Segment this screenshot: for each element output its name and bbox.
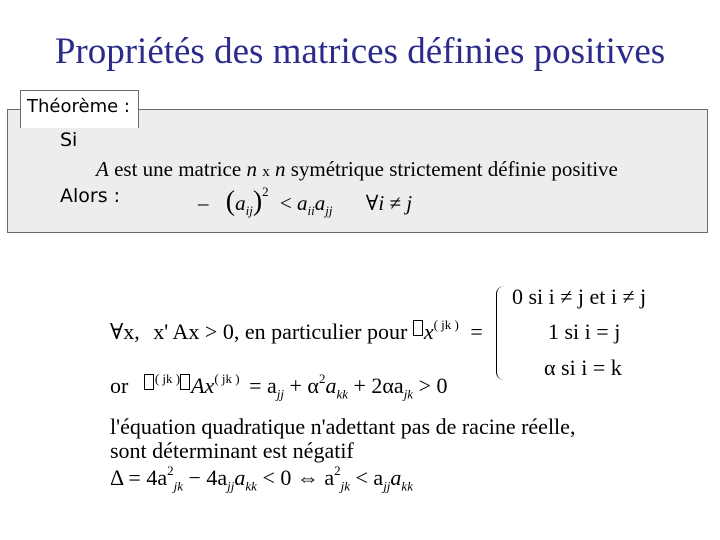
line5-sq1: 2 <box>167 463 174 478</box>
case-2: 1 si i = j <box>548 319 621 344</box>
proof-line3: l'équation quadratique n'adettant pas de racine réelle, <box>110 414 576 439</box>
concl-minus: – <box>198 191 209 215</box>
vector-box-icon <box>144 374 154 390</box>
page-title: Propriétés des matrices définies positives <box>54 31 666 72</box>
concl-i: i <box>378 191 385 215</box>
concl-ij: ij <box>245 203 253 219</box>
line1-mid: x' Ax > 0, en particulier pour <box>153 319 408 344</box>
concl-j: j <box>406 191 413 215</box>
theorem-alors: Alors : <box>60 185 121 207</box>
line5-sq2: 2 <box>334 463 341 478</box>
line5-minus: − 4a <box>188 465 228 490</box>
line1-forall: ∀x, <box>110 319 140 344</box>
line5-iff: < 0 ⇔ a <box>262 465 335 490</box>
line2-plus: + α <box>289 373 319 398</box>
line5-jj1: jj <box>227 478 235 494</box>
hyp-x: x <box>262 164 270 180</box>
concl-a-ii: a <box>296 191 308 215</box>
vector-box-icon <box>413 320 423 336</box>
line5-kk2: kk <box>401 478 413 494</box>
proof-line4: sont déterminant est négatif <box>110 438 354 463</box>
line5-jk1: jk <box>173 478 183 494</box>
line5-lt: < a <box>355 465 384 490</box>
concl-lt: < <box>279 191 292 215</box>
line2-jk: jk <box>403 386 414 402</box>
concl-forall: ∀ <box>365 191 379 215</box>
proof-line5 <box>110 463 413 494</box>
concl-a: a <box>235 191 246 215</box>
concl-sq: 2 <box>262 184 269 199</box>
line1-x: x <box>423 319 434 344</box>
line2-gt: > 0 <box>418 373 448 398</box>
hyp-matrix-a: A <box>96 157 109 181</box>
theorem-si: Si <box>60 129 78 151</box>
line1-sup: ( jk ) <box>433 317 459 332</box>
vector-box-icon <box>180 374 190 390</box>
line2-jj: jj <box>276 386 284 402</box>
line5-a: a <box>234 465 246 490</box>
theorem-hypothesis <box>96 157 618 184</box>
hyp-text: est une matrice <box>114 157 242 181</box>
line2-or: or <box>110 373 129 398</box>
line5-a2: a <box>390 465 402 490</box>
line5-jj2: jj <box>383 478 391 494</box>
line5-jk2: jk <box>340 478 351 494</box>
theorem-conclusion: – $(a_{ij})^2 < a_{ii}a_{jj}$ ∀i ≠ j <box>198 184 413 219</box>
concl-ii: ii <box>307 203 315 219</box>
cases-brace <box>496 286 509 380</box>
proof-line2 <box>110 371 448 402</box>
case-3: α si i = k <box>544 355 622 380</box>
case-1: 0 si i ≠ j et i ≠ j <box>512 284 647 309</box>
hyp-rest: symétrique strictement définie positive <box>290 157 618 181</box>
concl-a-jj: a <box>314 191 326 215</box>
line2-a: a <box>325 373 337 398</box>
line2-sq: 2 <box>318 371 326 386</box>
line2-sup1: ( jk ) <box>154 371 181 386</box>
proof-line1 <box>110 317 483 344</box>
line2-ax: Ax <box>191 373 215 398</box>
line2-tail: + 2αa <box>353 373 404 398</box>
theorem-label: Théorème : <box>20 90 139 128</box>
line2-sup2: ( jk ) <box>214 371 240 386</box>
hyp-n1: n <box>246 157 257 181</box>
hyp-n2: n <box>274 157 286 181</box>
concl-neq: ≠ <box>389 191 402 215</box>
concl-jj: jj <box>325 203 333 219</box>
line1-eq: = <box>470 319 483 344</box>
line2-rest: = a <box>249 373 277 398</box>
line5-kk1: kk <box>245 478 257 494</box>
line2-kk: kk <box>336 386 348 402</box>
line5-delta: Δ = 4a <box>110 465 168 490</box>
